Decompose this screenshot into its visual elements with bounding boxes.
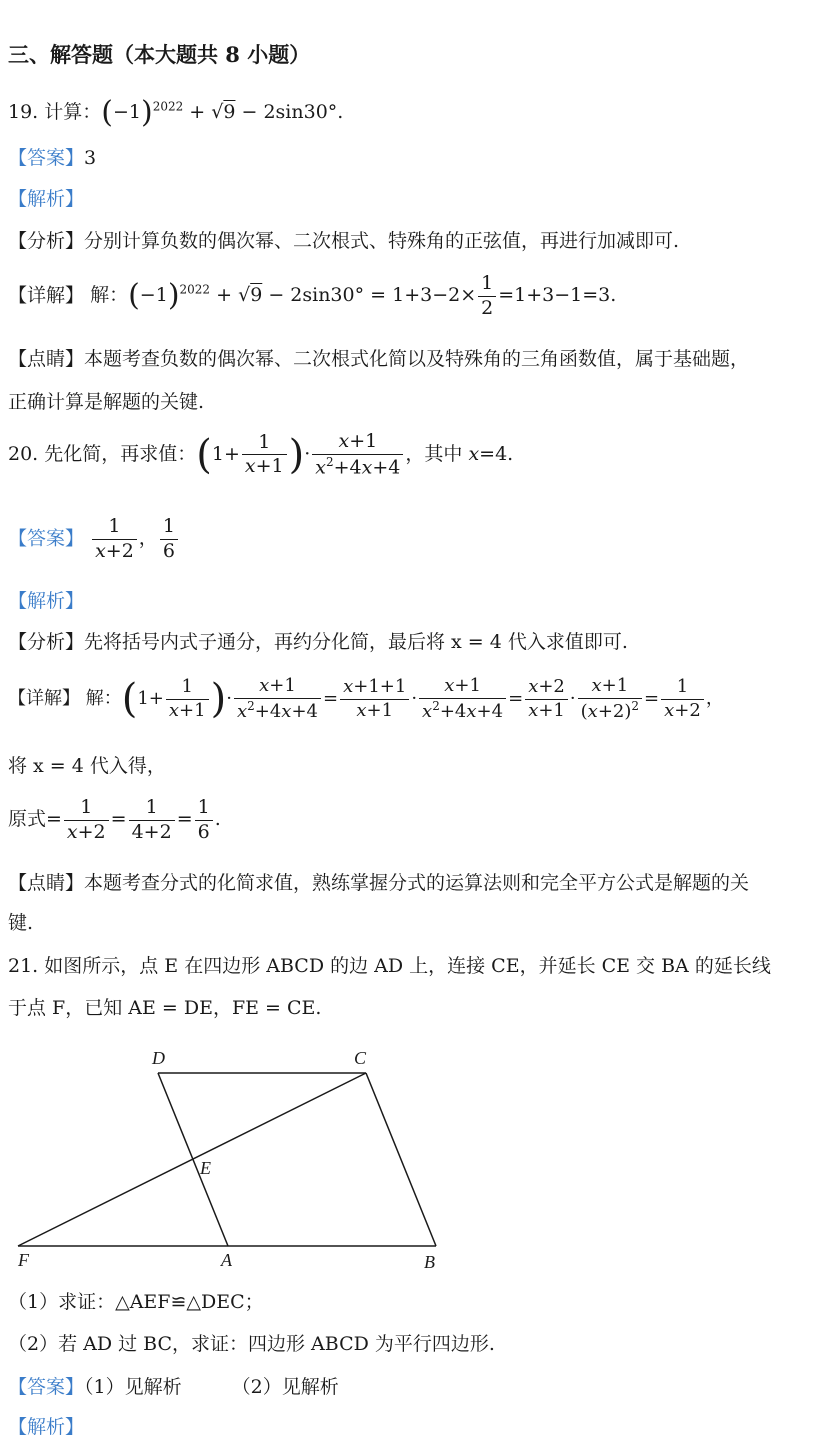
q19-analysis-tag: 【解析】 xyxy=(8,188,85,210)
label-B: B xyxy=(424,1252,435,1272)
label-A: A xyxy=(221,1250,232,1270)
q20-stem: 20. 先化简，再求值：(1+ $\frac{1}{x+1}$ )· $\frac{x+1}{x^2+4x+4}$ ，其中 x=4. xyxy=(8,430,514,479)
q19-detail: 【详解】 解：$(-1)^{2022} + √9 - 2\sin 30^\circ = 1+3-2\times$ $\frac{1}{2}$ =1+3−1=3. xyxy=(8,272,617,319)
q20-analysis-tag: 【解析】 xyxy=(8,590,85,612)
q19-comment-2: 正确计算是解题的关键. xyxy=(8,391,205,413)
q21-part2: （2）若 AD 过 BC，求证：四边形 ABCD 为平行四边形. xyxy=(8,1333,495,1355)
q21-stem-1: 21. 如图所示，点 E 在四边形 ABCD 的边 AD 上，连接 CE，并延长 CE 交 BA 的延长线 xyxy=(8,955,771,977)
quadrilateral-figure xyxy=(10,1040,450,1275)
q21-answer: 【答案】（1）见解析 （2）见解析 xyxy=(8,1376,339,1398)
q20-comment-1: 【点睛】本题考查分式的化简求值，熟练掌握分式的运算法则和完全平方公式是解题的关 xyxy=(8,872,750,894)
q19-comment-1: 【点睛】本题考查负数的偶次幂、二次根式化简以及特殊角的三角函数值，属于基础题， xyxy=(8,348,750,370)
q21-stem-2: 于点 F，已知 AE = DE，FE = CE. xyxy=(8,997,322,1019)
edge-CB xyxy=(366,1073,436,1246)
q21-part1: （1）求证：△AEF≌△DEC； xyxy=(8,1291,264,1313)
section-title: 三、解答题（本大题共 8 小题） xyxy=(8,42,311,67)
label-C: C xyxy=(354,1048,367,1068)
q20-fenxi: 【分析】先将括号内式子通分，再约分化简，最后将 x = 4 代入求值即可. xyxy=(8,631,628,653)
q20-comment-2: 键. xyxy=(8,912,34,934)
q19-answer: 【答案】3 xyxy=(8,147,97,169)
q20-result: 原式= $\frac{1}{x+2}$ = $\frac{1}{4+2}$ = $\frac{1}{6}$ . xyxy=(8,796,221,843)
q19-stem: 19. 计算：$(-1)^{2022} + √9 - 2\sin 30^\circ$. xyxy=(8,95,344,130)
q20-answer: 【答案】 $\frac{1}{x+2}$ ， $\frac{1}{6}$ xyxy=(8,515,180,564)
q20-sub: 将 x = 4 代入得， xyxy=(8,755,166,777)
label-F: F xyxy=(18,1250,29,1270)
q20-detail: 【详解】 解：(1+ $\frac{1}{x+1}$ )· $\frac{x+1}{x^2+4x+4}$ = $\frac{x+1+1}{x+1}$ · $\frac{x+1}{x^2+4x+4}$ = $\frac{x+2}{x+1}$ · $\frac{x+1}{(x+2)^2}$ = $\frac{1}{x+2}$ ， xyxy=(8,675,724,722)
segment-FC xyxy=(18,1073,366,1246)
q19-fenxi: 【分析】分别计算负数的偶次幂、二次根式、特殊角的正弦值，再进行加减即可. xyxy=(8,230,680,252)
label-E: E xyxy=(200,1158,211,1178)
label-D: D xyxy=(152,1048,165,1068)
q21-analysis-tag: 【解析】 xyxy=(8,1416,85,1438)
